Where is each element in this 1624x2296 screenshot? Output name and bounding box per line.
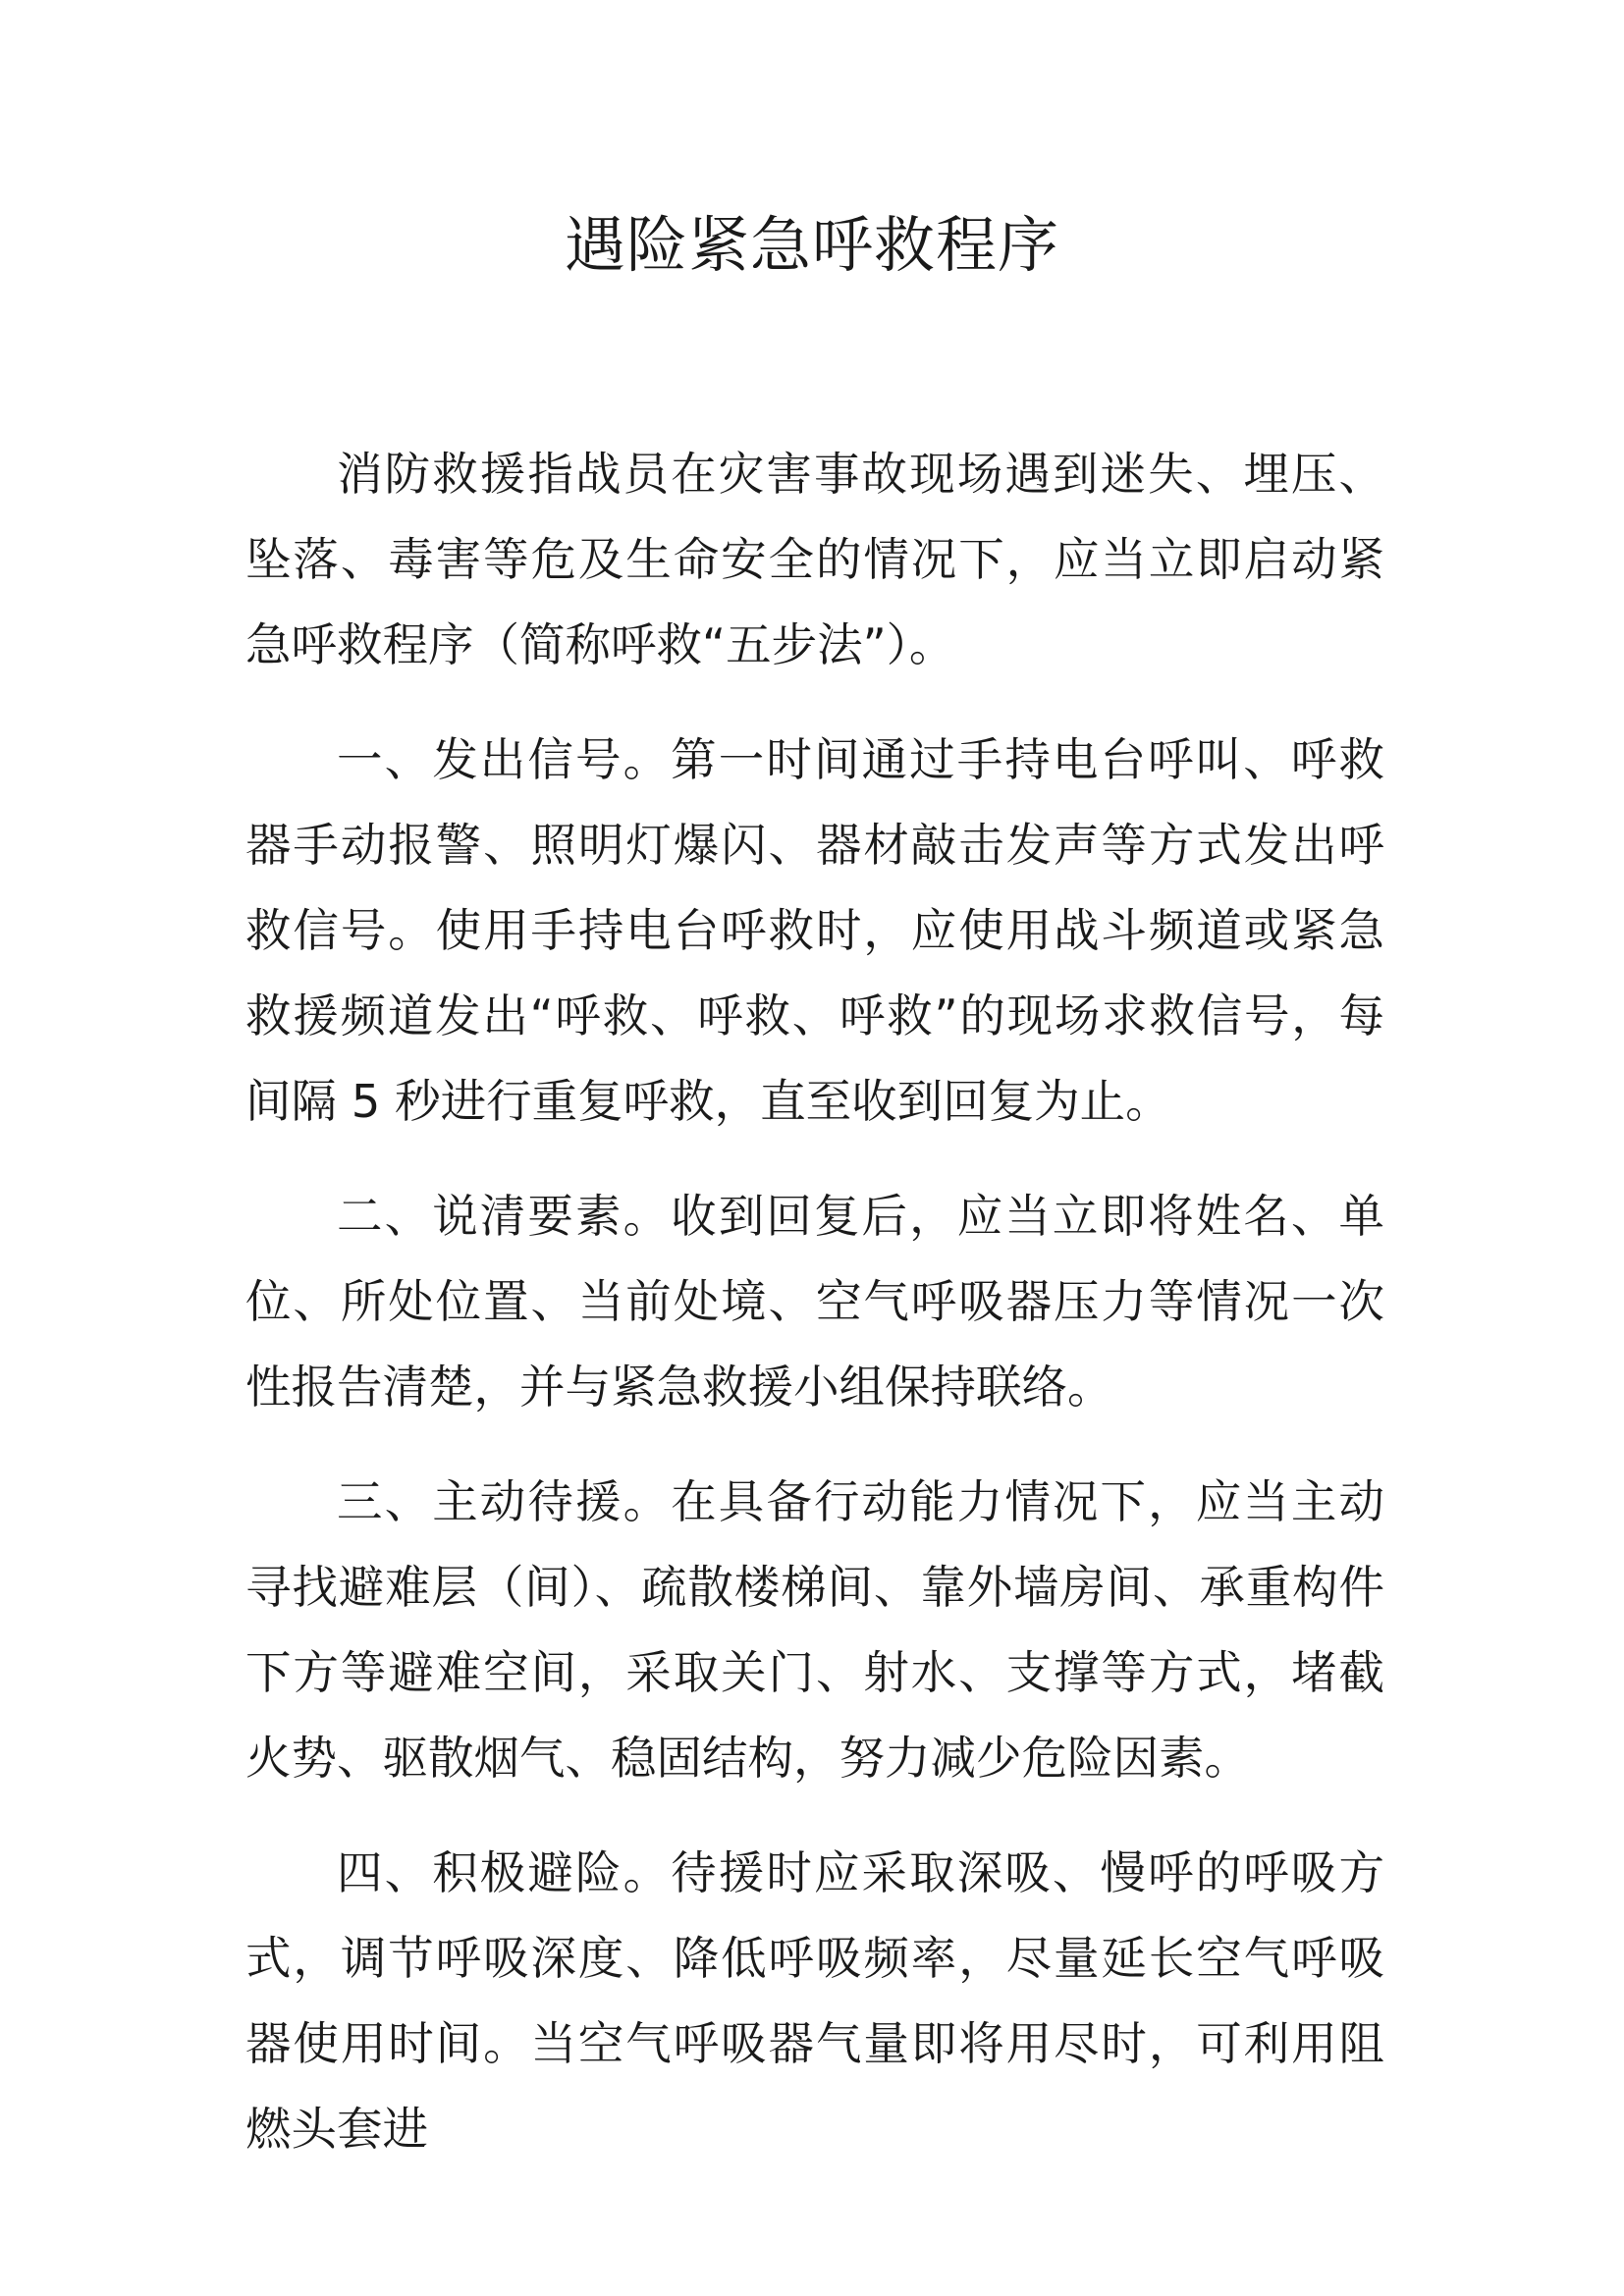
document-title: 遇险紧急呼救程序 [564, 209, 1059, 281]
document-body [245, 432, 1384, 2202]
paragraph-step-4-avoid: 四、积极避险。待援时应采取深吸、慢呼的呼吸方式，调节呼吸深度、降低呼吸频率，尽量延长空气呼吸器使用时间。当空气呼吸器气量即将用尽时，可利用阻燃头套进 [245, 1846, 1384, 2156]
paragraph-step-3-wait: 三、主动待援。在具备行动能力情况下，应当主动寻找避难层（间）、疏散楼梯间、靠外墙房间、承重构件下方等避难空间，采取关门、射水、支撑等方式，堵截火势、驱散烟气、稳固结构，努力减少危险因素。 [245, 1475, 1384, 1785]
paragraph-intro: 消防救援指战员在灾害事故现场遇到迷失、埋压、坠落、毒害等危及生命安全的情况下，应当立即启动紧急呼救程序（简称呼救“五步法”）。 [245, 448, 1384, 671]
paragraph-step-1-signal: 一、发出信号。第一时间通过手持电台呼叫、呼救器手动报警、照明灯爆闪、器材敲击发声等方式发出呼救信号。使用手持电台呼救时，应使用战斗频道或紧急救援频道发出“呼救、呼救、呼救”的现场求救信号，每间隔 5 秒进行重复呼救，直至收到回复为止。 [245, 733, 1384, 1128]
paragraph-step-2-report: 二、说清要素。收到回复后，应当立即将姓名、单位、所处位置、当前处境、空气呼吸器压力等情况一次性报告清楚，并与紧急救援小组保持联络。 [245, 1190, 1384, 1414]
